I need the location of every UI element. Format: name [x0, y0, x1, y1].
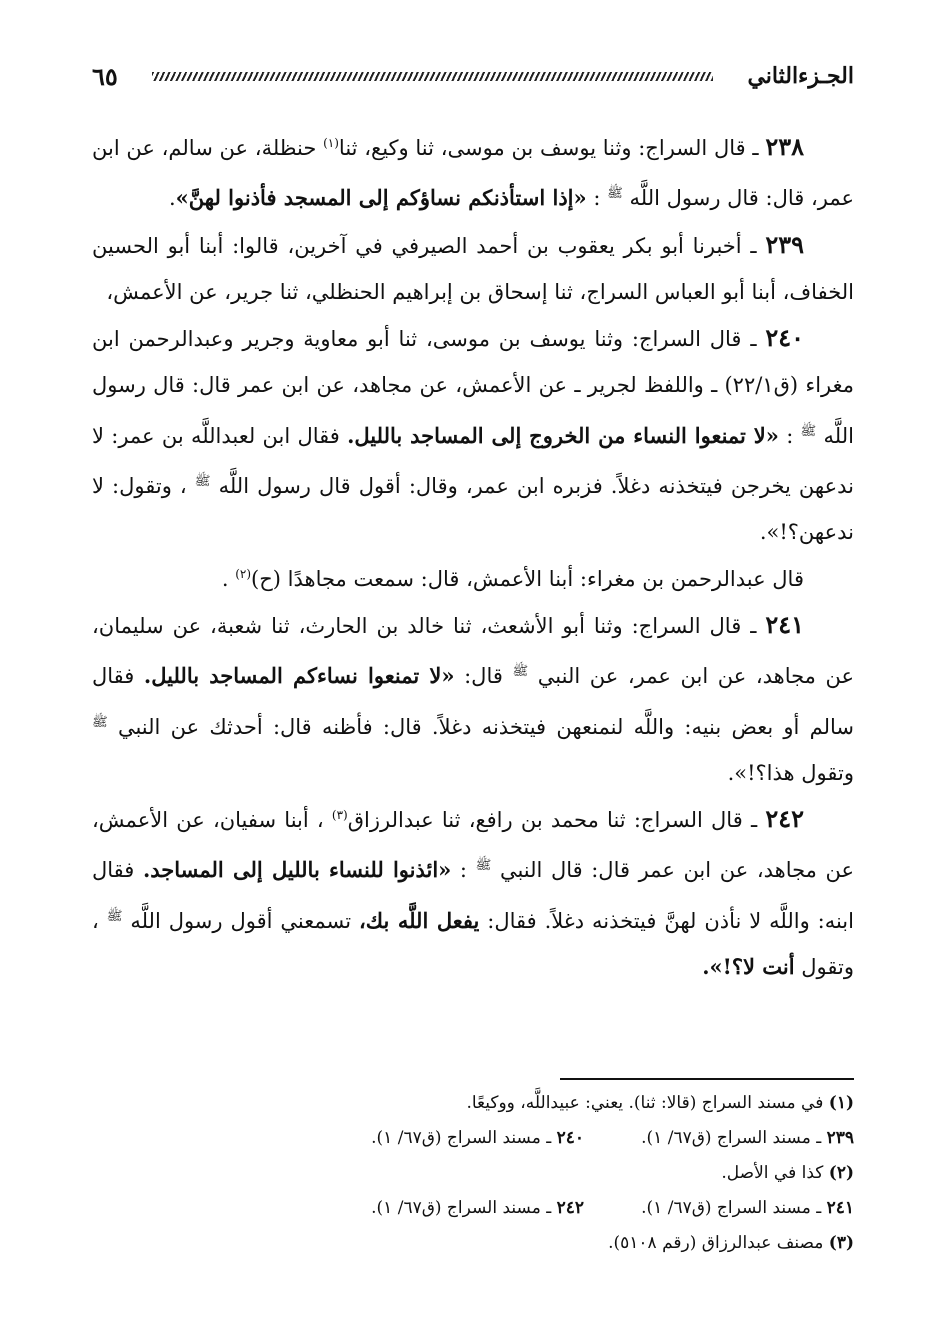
text-segment: قال السراج: وثنا أبو الأشعث، ثنا خالد بن الحارث، ثنا شعبة، عن سليمان، عن مجاهد، عن ابن عمر، عن النبي: [92, 613, 855, 689]
text-segment: حنظلة، عن سالم، عن ابن عمر، قال: قال رسول اللَّه: [92, 136, 854, 211]
hadith-number: ٢٣٨: [765, 132, 804, 161]
source-row: [92, 1121, 854, 1156]
text-segment: قال السراج: وثنا يوسف بن موسى، ثنا وكيع، ثنا: [338, 136, 746, 160]
text-segment: قال عبدالرحمن بن مغراء: أبنا الأعمش، قال: سمعت مجاهدًا (ح): [251, 566, 804, 591]
salawat-glyph: ﷺ: [475, 858, 492, 874]
page-number: ٦٥: [92, 61, 118, 91]
hadith-quote: «ائذنوا للنساء بالليل إلى المساجد.: [142, 857, 452, 883]
footnote-text: في مسند السراج (قالا: ثنا). يعني: عبيداللَّه، ووكيعًا.: [466, 1093, 824, 1113]
footnotes: [92, 1086, 854, 1261]
text-segment: فقال سالم أو بعض بنيه: واللَّه لنمنعهن فيتخذنه دغلاً. قال: فأظنه قال: أحدثك عن النبي: [92, 664, 854, 739]
source-note: [371, 1191, 584, 1226]
text-segment: .: [168, 186, 176, 211]
header-ornament-rule: [152, 72, 714, 81]
hadith-number: ٢٤٢: [765, 804, 804, 834]
hadith-240: ٢٤٠ ـ قال السراج: وثنا يوسف بن موسى، ثنا أبو معاوية وجرير وعبدالرحمن ابن مغراء (ق٢٢/١) ـ واللفظ لجرير ـ عن الأعمش، عن مجاهد، عن ابن عمر قال: قال رسول اللَّه $^ﷺ$ : «لا تمنعوا النساء من الخروج إلى المساجد بالليل. فقال ابن لعبداللَّه بن عمر: لا ندعهن يخرجن فيتخذنه دغلاً. فزبره ابن عمر، وقال: أقول قال رسول اللَّه $^ﷺ$ ، وتقول: لا ندعهن؟!».: [92, 323, 854, 545]
text-segment: أخبرنا أبو بكر يعقوب بن أحمد الصيرفي في آخرين، قالوا: أبنا أبو الحسين الخفاف، أبنا أبو العباس السراج، ثنا إسحاق بن إبراهيم الحنظلي، ثنا جرير، عن الأعمش،: [92, 233, 854, 304]
salawat-glyph: ﷺ: [512, 664, 529, 680]
text-segment: وتقول هذا؟!».: [727, 760, 854, 785]
text-segment: فقال ابن لعبداللَّه بن عمر: لا ندعهن يخرجن فيتخذنه دغلاً. فزبره ابن عمر، وقال: أقول قال رسول اللَّه: [92, 423, 854, 499]
salawat-glyph: ﷺ: [607, 186, 623, 202]
source-number: ٢٤٢: [556, 1198, 584, 1218]
hadith-242: ٢٤٢ ـ قال السراج: ثنا محمد بن رافع، ثنا عبدالرزاق$^{(٣)}$ ، أبنا سفيان، عن الأعمش، عن مجاهد، عن ابن عمر قال: قال النبي $^ﷺ$ : «ائذنوا للنساء بالليل إلى المساجد. فقال ابنه: واللَّه لا نأذن لهنَّ فيتخذنه دغلاً. فقال: يفعل اللَّه بك، تسمعني أقول رسول اللَّه $^ﷺ$ ، وتقول أنت لا؟!».: [92, 804, 855, 980]
source-number: ٢٤٠: [556, 1128, 584, 1148]
footnote-text: كذا في الأصل.: [721, 1163, 824, 1183]
source-number: ٢٤١: [826, 1198, 854, 1218]
footnote-ref: (١): [323, 136, 339, 150]
footnote-marker: (١): [828, 1093, 854, 1113]
source-text: ـ مسند السراج (ق٦٧/ ١).: [371, 1128, 552, 1148]
source-number: ٢٣٩: [826, 1128, 854, 1148]
hadith-number: ٢٤١: [765, 609, 804, 639]
text-segment: ، أبنا سفيان، عن الأعمش، عن مجاهد، عن ابن عمر قال: قال النبي: [92, 808, 855, 883]
salawat-glyph: ﷺ: [800, 423, 817, 439]
source-text: ـ مسند السراج (ق٦٧/ ١).: [371, 1198, 552, 1218]
running-header: [92, 56, 854, 96]
footnote-3: [92, 1226, 854, 1261]
footnote-ref: (٢): [235, 566, 252, 581]
footnote-marker: (٣): [828, 1233, 854, 1253]
source-note: [584, 1191, 854, 1226]
hadith-241: ٢٤١ ـ قال السراج: وثنا أبو الأشعث، ثنا خالد بن الحارث، ثنا شعبة، عن سليمان، عن مجاهد، عن ابن عمر، عن النبي $^ﷺ$ قال: «لا تمنعوا نساءكم المساجد بالليل. فقال سالم أو بعض بنيه: واللَّه لنمنعهن فيتخذنه دغلاً. قال: فأظنه قال: أحدثك عن النبي $^ﷺ$ وتقول هذا؟!».: [92, 609, 855, 785]
text-segment: فقال ابنه: واللَّه لا نأذن لهنَّ فيتخذنه دغلاً. فقال:: [92, 858, 854, 933]
chain-note: [92, 556, 854, 602]
footnote-marker: (٢): [828, 1163, 854, 1183]
text-segment: .: [221, 566, 229, 591]
salawat-glyph: ﷺ: [92, 714, 108, 730]
source-text: ـ مسند السراج (ق٦٧/ ١).: [641, 1128, 822, 1148]
text-segment: :: [593, 186, 601, 211]
salawat-glyph: ﷺ: [106, 908, 123, 924]
hadith-quote: «لا تمنعوا نساءكم المساجد بالليل.: [143, 663, 455, 689]
text-segment: ، وتقول: [92, 908, 854, 980]
hadith-number: ٢٣٩: [765, 229, 805, 259]
text-segment: :: [459, 858, 467, 883]
text-segment: قال السراج: وثنا يوسف بن موسى، ثنا أبو معاوية وجرير وعبدالرحمن ابن مغراء (ق٢٢/١) ـ واللفظ لجرير ـ عن الأعمش، عن مجاهد، عن ابن عمر قال: قال رسول اللَّه: [92, 327, 854, 448]
footnote-1: [92, 1086, 854, 1121]
text-segment: ، وتقول: لا ندعهن؟!».: [92, 474, 854, 545]
main-text: [92, 124, 854, 990]
text-segment: تسمعني أقول رسول اللَّه: [130, 908, 352, 933]
text-segment: :: [786, 423, 794, 448]
hadith-quote: أنت لا؟!».: [702, 954, 795, 980]
hadith-quote: «لا تمنعوا النساء من الخروج إلى المساجد بالليل.: [347, 422, 779, 448]
text-segment: قال السراج: ثنا محمد بن رافع، ثنا عبدالرزاق: [347, 808, 743, 833]
source-text: ـ مسند السراج (ق٦٧/ ١).: [641, 1198, 822, 1218]
hadith-number: ٢٤٠: [765, 323, 804, 353]
hadith-239: ٢٣٩ ـ أخبرنا أبو بكر يعقوب بن أحمد الصيرفي في آخرين، قالوا: أبنا أبو الحسين الخفاف، أبنا أبو العباس السراج، ثنا إسحاق بن إبراهيم الحنظلي، ثنا جرير، عن الأعمش،: [92, 229, 854, 304]
footnote-2: [92, 1156, 854, 1191]
footnote-text: مصنف عبدالرزاق (رقم ٥١٠٨).: [608, 1233, 824, 1253]
hadith-quote: «إذا استأذنكم نساؤكم إلى المسجد فأذنوا لهنَّ»: [175, 185, 587, 211]
running-title: الجـزءالثاني: [747, 63, 854, 89]
source-note: [371, 1121, 584, 1156]
salawat-glyph: ﷺ: [194, 474, 211, 490]
text-segment: قال:: [464, 664, 503, 689]
hadith-238: ٢٣٨ ـ قال السراج: وثنا يوسف بن موسى، ثنا وكيع، ثنا$^{(١)}$ حنظلة، عن سالم، عن ابن عمر، قال: قال رسول اللَّه $^ﷺ$ : «إذا استأذنكم نساؤكم إلى المسجد فأذنوا لهنَّ».: [92, 132, 854, 211]
source-row: [92, 1191, 854, 1226]
footnote-separator: [560, 1078, 854, 1080]
footnote-ref: (٣): [331, 808, 348, 823]
source-note: [584, 1121, 854, 1156]
hadith-quote: يفعل اللَّه بك،: [358, 907, 480, 933]
